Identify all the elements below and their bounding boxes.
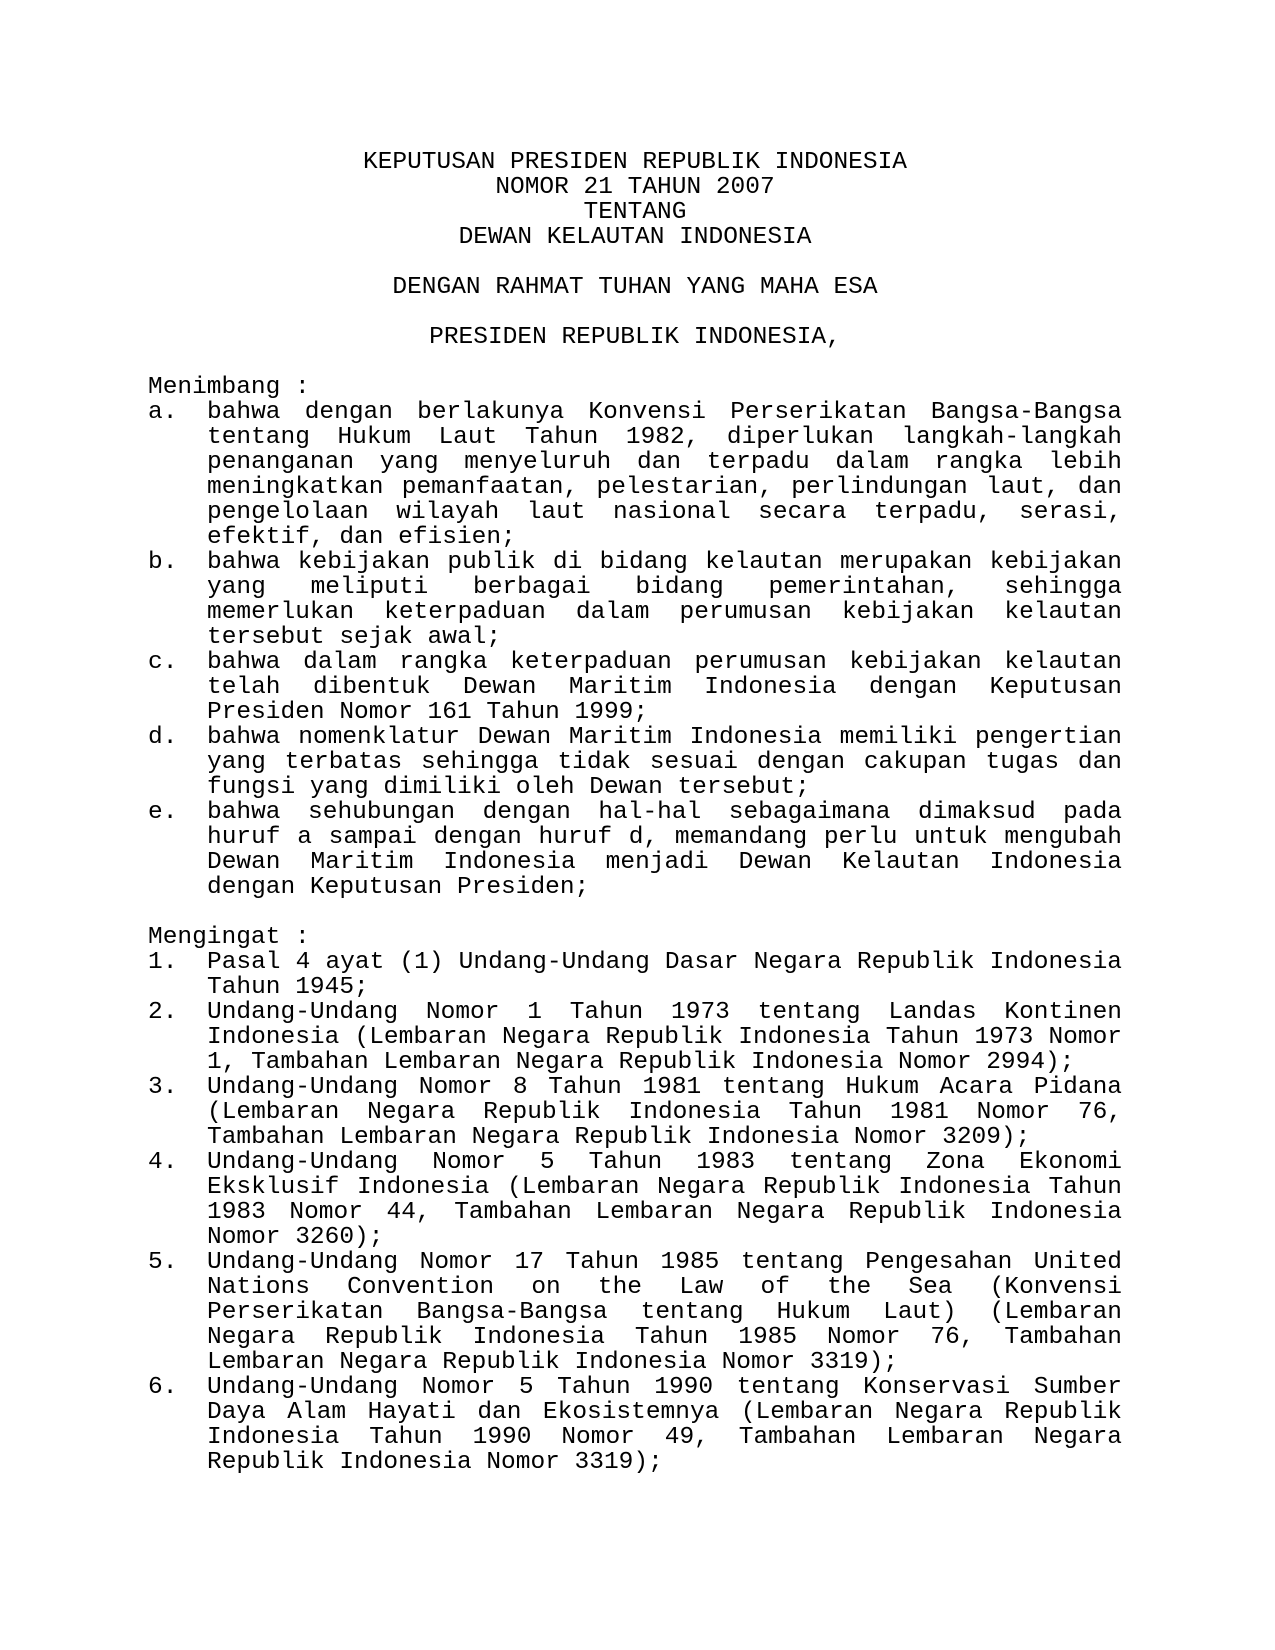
list-item-line: meningkatkan pemanfaatan, pelestarian, perlindungan laut, dan <box>207 474 1122 501</box>
list-item-line: bahwa dalam rangka keterpaduan perumusan kebijakan kelautan <box>207 649 1122 676</box>
list-item-line: yang meliputi berbagai bidang pemerintahan, sehingga <box>207 574 1122 601</box>
list-item <box>148 1250 1122 1375</box>
list-item-lines <box>207 1250 1122 1375</box>
list-item-line: Republik Indonesia Nomor 3319); <box>207 1449 663 1476</box>
list-item-line: efektif, dan efisien; <box>207 524 516 551</box>
list-item-label: c. <box>148 649 178 676</box>
list-item-line: Indonesia Tahun 1990 Nomor 49, Tambahan Lembaran Negara <box>207 1424 1122 1451</box>
list-item-line: Lembaran Negara Republik Indonesia Nomor 3319); <box>207 1349 899 1376</box>
list-item <box>148 1075 1122 1150</box>
list-item-line: 1983 Nomor 44, Tambahan Lembaran Negara Republik Indonesia <box>207 1199 1122 1226</box>
list-item-line: yang terbatas sehingga tidak sesuai dengan cakupan tugas dan <box>207 749 1122 776</box>
list-item-label: d. <box>148 724 178 751</box>
list-item-lines <box>207 1000 1122 1075</box>
list-item <box>148 650 1122 725</box>
list-item-label: 4. <box>148 1149 178 1176</box>
list-item-line: memerlukan keterpaduan dalam perumusan kebijakan kelautan <box>207 599 1122 626</box>
list-item-line: Undang-Undang Nomor 5 Tahun 1990 tentang Konservasi Sumber <box>207 1374 1122 1401</box>
list-item-line: Indonesia (Lembaran Negara Republik Indonesia Tahun 1973 Nomor <box>207 1024 1122 1051</box>
list-item-line: dengan Keputusan Presiden; <box>207 874 590 901</box>
list-item <box>148 1150 1122 1250</box>
document-title-line: NOMOR 21 TAHUN 2007 <box>495 174 775 201</box>
list-item-label: e. <box>148 799 178 826</box>
spacer <box>148 350 1122 375</box>
list-item-line: penanganan yang menyeluruh dan terpadu dalam rangka lebih <box>207 449 1122 476</box>
list-item-line: telah dibentuk Dewan Maritim Indonesia dengan Keputusan <box>207 674 1122 701</box>
list-item-line: Perserikatan Bangsa-Bangsa tentang Hukum Laut) (Lembaran <box>207 1299 1122 1326</box>
list-item-lines <box>207 1075 1122 1150</box>
list-item-line: Eksklusif Indonesia (Lembaran Negara Republik Indonesia Tahun <box>207 1174 1122 1201</box>
document-title-line: KEPUTUSAN PRESIDEN REPUBLIK INDONESIA <box>363 149 907 176</box>
section-heading: Mengingat : <box>148 924 310 951</box>
list-item-line: bahwa sehubungan dengan hal-hal sebagaimana dimaksud pada <box>207 799 1122 826</box>
list-item-line: tersebut sejak awal; <box>207 624 502 651</box>
section-heading: Menimbang : <box>148 374 310 401</box>
list-item-line: Undang-Undang Nomor 5 Tahun 1983 tentang Zona Ekonomi <box>207 1149 1122 1176</box>
list-item-line: Undang-Undang Nomor 1 Tahun 1973 tentang Landas Kontinen <box>207 999 1122 1026</box>
list-item-line: Dewan Maritim Indonesia menjadi Dewan Kelautan Indonesia <box>207 849 1122 876</box>
list-item-line: (Lembaran Negara Republik Indonesia Tahun 1981 Nomor 76, <box>207 1099 1122 1126</box>
list-item-line: bahwa nomenklatur Dewan Maritim Indonesia memiliki pengertian <box>207 724 1122 751</box>
list-item-line: bahwa dengan berlakunya Konvensi Perserikatan Bangsa-Bangsa <box>207 399 1122 426</box>
list-item-lines <box>207 1375 1122 1475</box>
list-item-line: Pasal 4 ayat (1) Undang-Undang Dasar Negara Republik Indonesia <box>207 949 1122 976</box>
list-item-label: 3. <box>148 1074 178 1101</box>
list-item-line: 1, Tambahan Lembaran Negara Republik Indonesia Nomor 2994); <box>207 1049 1075 1076</box>
list-item <box>148 950 1122 1000</box>
document-title-line: DEWAN KELAUTAN INDONESIA <box>458 224 812 251</box>
list-item-lines <box>207 650 1122 725</box>
list-item-line: Tahun 1945; <box>207 974 369 1001</box>
document-section <box>148 925 1122 1475</box>
document-title-line: TENTANG <box>583 199 687 226</box>
list-item <box>148 725 1122 800</box>
list-item <box>148 1000 1122 1075</box>
list-item-lines <box>207 400 1122 550</box>
list-item-line: Tambahan Lembaran Negara Republik Indonesia Nomor 3209); <box>207 1124 1031 1151</box>
list-item-label: a. <box>148 399 178 426</box>
spacer <box>148 250 1122 275</box>
list-item <box>148 800 1122 900</box>
list-item-lines <box>207 550 1122 650</box>
list-item-line: Nations Convention on the Law of the Sea (Konvensi <box>207 1274 1122 1301</box>
list-item-line: Undang-Undang Nomor 17 Tahun 1985 tentang Pengesahan United <box>207 1249 1122 1276</box>
list-item-lines <box>207 950 1122 1000</box>
list-item-lines <box>207 800 1122 900</box>
list-item-line: Negara Republik Indonesia Tahun 1985 Nomor 76, Tambahan <box>207 1324 1122 1351</box>
list-item <box>148 1375 1122 1475</box>
list-item-line: fungsi yang dimiliki oleh Dewan tersebut; <box>207 774 810 801</box>
list-item-label: b. <box>148 549 178 576</box>
list-item-line: Nomor 3260); <box>207 1224 384 1251</box>
issuer-line: PRESIDEN REPUBLIK INDONESIA, <box>429 324 841 351</box>
list-item-label: 6. <box>148 1374 178 1401</box>
list-item-line: bahwa kebijakan publik di bidang kelautan merupakan kebijakan <box>207 549 1122 576</box>
list-item-lines <box>207 1150 1122 1250</box>
section-items <box>148 950 1122 1475</box>
sections <box>148 375 1122 1475</box>
list-item <box>148 400 1122 550</box>
list-item-line: pengelolaan wilayah laut nasional secara terpadu, serasi, <box>207 499 1122 526</box>
list-item-label: 5. <box>148 1249 178 1276</box>
document-body <box>148 150 1122 1475</box>
document-section <box>148 375 1122 900</box>
list-item-line: Daya Alam Hayati dan Ekosistemnya (Lembaran Negara Republik <box>207 1399 1122 1426</box>
list-item-label: 2. <box>148 999 178 1026</box>
preamble-line: DENGAN RAHMAT TUHAN YANG MAHA ESA <box>392 274 878 301</box>
list-item-line: Undang-Undang Nomor 8 Tahun 1981 tentang Hukum Acara Pidana <box>207 1074 1122 1101</box>
list-item-line: tentang Hukum Laut Tahun 1982, diperlukan langkah-langkah <box>207 424 1122 451</box>
list-item-label: 1. <box>148 949 178 976</box>
list-item-line: Presiden Nomor 161 Tahun 1999; <box>207 699 649 726</box>
list-item-lines <box>207 725 1122 800</box>
section-items <box>148 400 1122 900</box>
spacer <box>148 300 1122 325</box>
list-item <box>148 550 1122 650</box>
list-item-line: huruf a sampai dengan huruf d, memandang perlu untuk mengubah <box>207 824 1122 851</box>
